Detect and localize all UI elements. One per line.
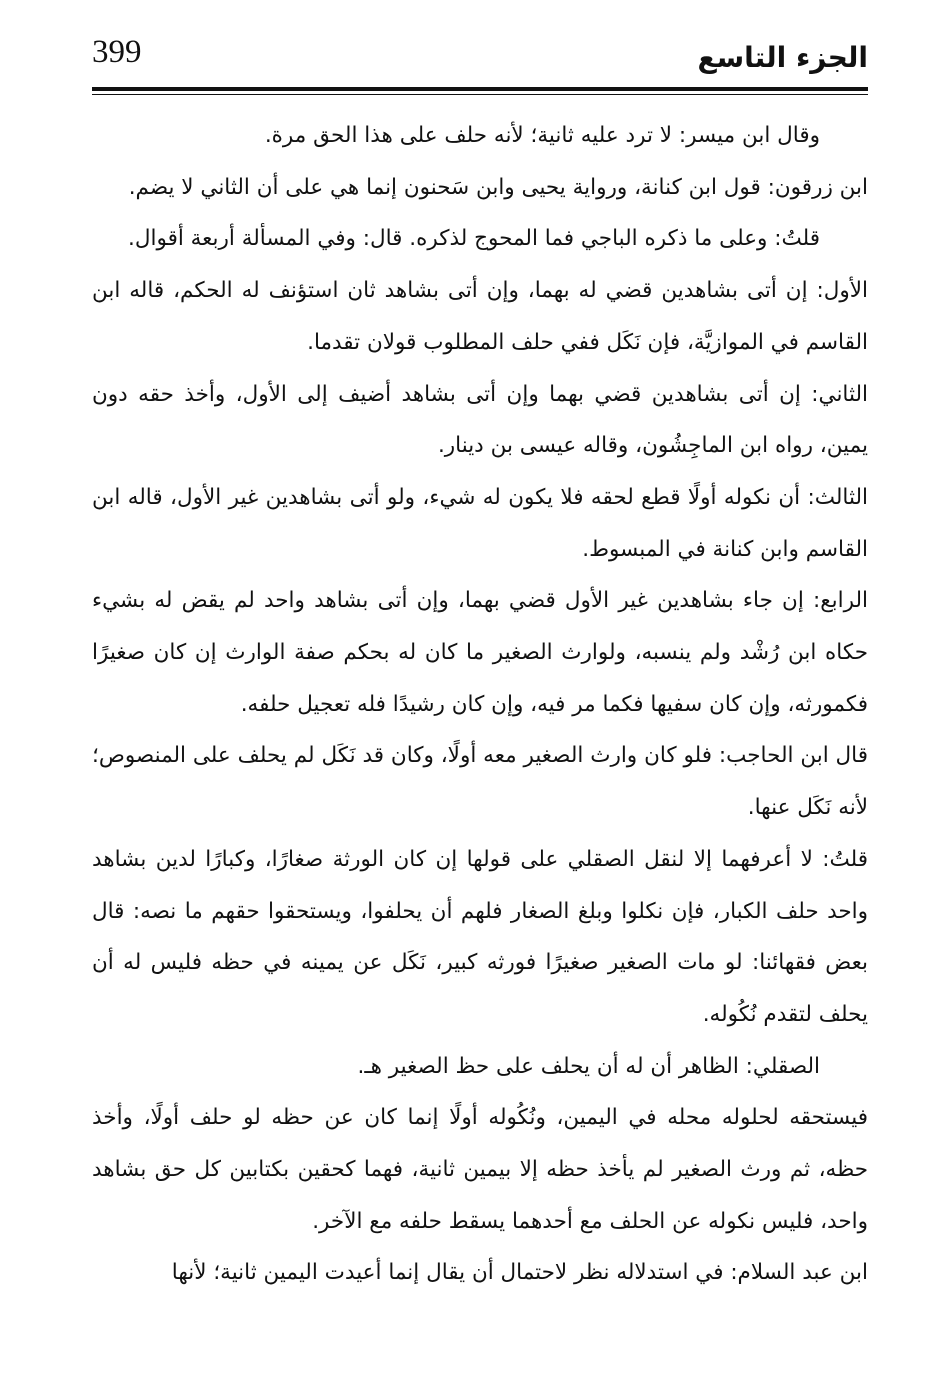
page-header: [92, 32, 868, 88]
paragraph: الثالث: أن نكوله أولًا قطع لحقه فلا يكون له شيء، ولو أتى بشاهدين غير الأول، قاله ابن القاسم وابن كنانة في المبسوط.: [92, 484, 868, 562]
running-title: الجزء التاسع: [697, 41, 868, 74]
body-text: [92, 110, 868, 1299]
paragraph: ابن عبد السلام: في استدلاله نظر لاحتمال أن يقال إنما أعيدت اليمين ثانية؛ لأنها: [171, 1260, 868, 1286]
paragraph: فيستحقه لحلوله محله في اليمين، ونُكُوله أولًا إنما كان عن حظه لو حلف أولًا، وأخذ حظه، ثم ورث الصغير لم يأخذ حظه إلا بيمين ثانية، فهما كحقين بكتابين كل حق بشاهد واحد، فليس نكوله عن الحلف مع أحدهما يسقط حلفه مع الآخر.: [92, 1105, 868, 1234]
paragraph: الثاني: إن أتى بشاهدين قضي بهما وإن أتى بشاهد أضيف إلى الأول، وأخذ حقه دون يمين، رواه ابن الماجِشُون، وقاله عيسى بن دينار.: [92, 381, 868, 459]
header-rule-thin: [92, 94, 868, 95]
paragraph: قلتُ: لا أعرفهما إلا لنقل الصقلي على قولها إن كان الورثة صغارًا، وكبارًا لدين بشاهد واحد حلف الكبار، فإن نكلوا وبلغ الصغار فلهم أن يحلفوا، ويستحقوا حقهم ما نصه: قال بعض فقهائنا: لو مات الصغير صغيرًا فورثه كبير، نَكَل عن يمينه في حظه فليس له أن يحلف لتقدم نُكُوله.: [92, 846, 868, 1027]
paragraph: الرابع: إن جاء بشاهدين غير الأول قضي بهما، وإن أتى بشاهد واحد لم يقض له بشيء حكاه ابن رُشْد ولم ينسبه، ولوارث الصغير ما كان له بحكم صفة الوارث إن كان صغيرًا فكمورثه، وإن كان سفيها فكما مر فيه، وإن كان رشيدًا فله تعجيل حلفه.: [92, 588, 868, 717]
paragraph: وقال ابن ميسر: لا ترد عليه ثانية؛ لأنه حلف على هذا الحق مرة.: [264, 123, 820, 148]
paragraph: قلتُ: وعلى ما ذكره الباجي فما المحوج لذكره. قال: وفي المسألة أربعة أقوال.: [128, 226, 820, 252]
paragraph: الصقلي: الظاهر أن له أن يحلف على حظ الصغير هـ.: [357, 1053, 820, 1079]
paragraph: قال ابن الحاجب: فلو كان وارث الصغير معه أولًا، وكان قد نَكَل لم يحلف على المنصوص؛ لأنه نَكَل عنها.: [92, 743, 868, 821]
paragraph: ابن زرقون: قول ابن كنانة، ورواية يحيى وابن سَحنون إنما هي على أن الثاني لا يضم.: [128, 174, 868, 200]
header-rule-thick: [92, 87, 868, 91]
paragraph: الأول: إن أتى بشاهدين قضي له بهما، وإن أتى بشاهد ثان استؤنف له الحكم، قاله ابن القاسم في الموازيَّة، فإن نَكَل ففي حلف المطلوب قولان تقدما.: [92, 278, 868, 355]
page-number: 399: [92, 34, 142, 70]
